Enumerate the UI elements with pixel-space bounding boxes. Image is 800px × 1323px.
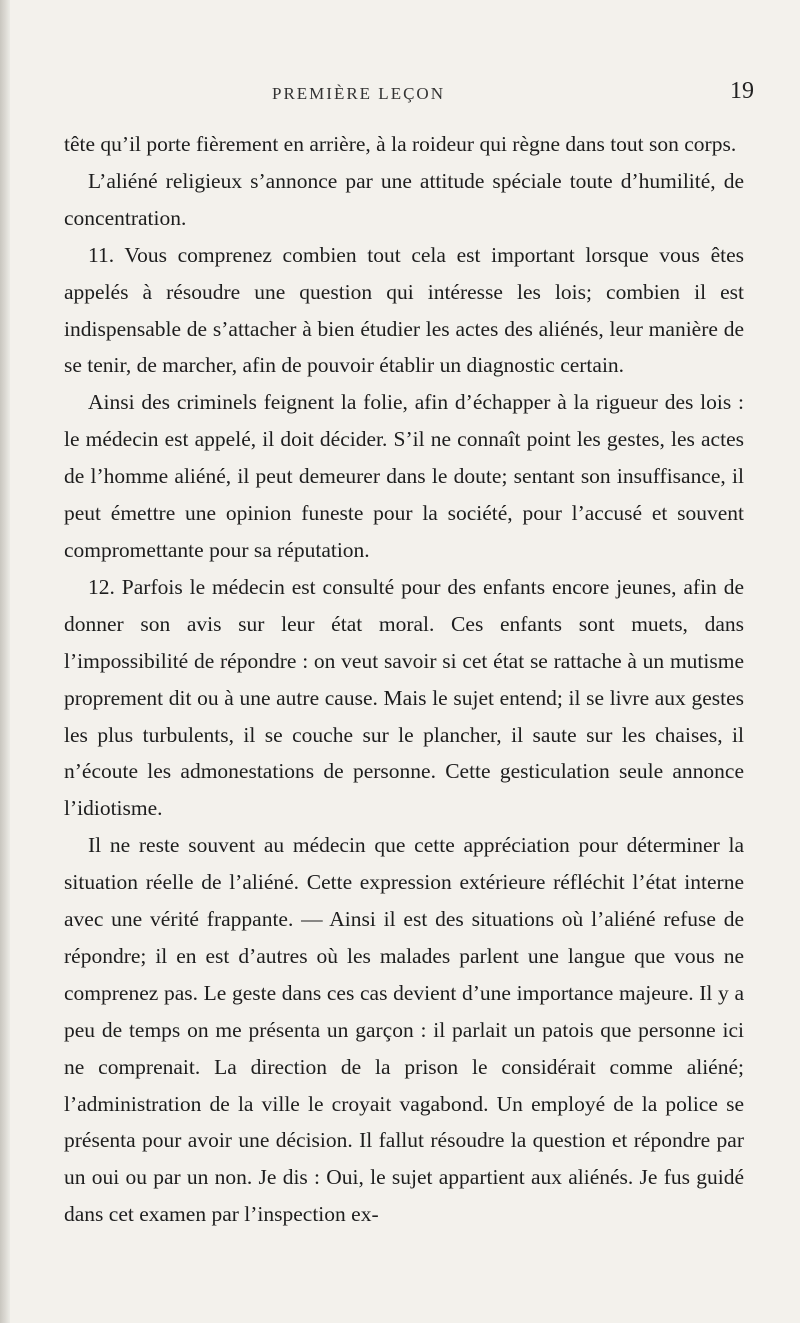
running-head [0, 78, 800, 106]
paragraph-1: tête qu’il porte fièrement en arrière, à la roideur qui règne dans tout son corps. [64, 132, 737, 156]
paragraph-6: Il ne reste souvent au médecin que cette appréciation pour déterminer la situation réelle de l’aliéné. Cette expression extérieure réfléchit l’état interne avec une vérité frappante. — Ainsi il est des situations où l’aliéné refuse de répondre; il en est d’autres où les malades parlent une langue que vous ne comprenez pas. Le geste dans ces cas devient d’une importance majeure. Il y a peu de temps on me présenta un garçon : il parlait un patois que personne ici ne comprenait. La direction de la prison le considérait comme aliéné; l’administration de la ville le croyait vagabond. Un employé de la police se présenta pour avoir une décision. Il fallut résoudre la question et répondre par un oui ou par un non. Je dis : Oui, le sujet appartient aux aliénés. Je fus guidé dans cet examen par l’inspection ex- [64, 833, 744, 1227]
page-number: 19 [730, 78, 754, 104]
paragraph-3: 11. Vous comprenez combien tout cela est important lorsque vous êtes appelés à résoudre une question qui intéresse les lois; combien il est indispensable de s’attacher à bien étudier les actes des aliénés, leur manière de se tenir, de marcher, afin de pouvoir établir un diagnostic certain. [64, 242, 744, 378]
body-text [64, 126, 744, 1233]
paragraph-2: L’aliéné religieux s’annonce par une attitude spéciale toute d’humilité, de concentration. [64, 168, 744, 230]
paragraph-5: 12. Parfois le médecin est consulté pour des enfants encore jeunes, afin de donner son avis sur leur état moral. Ces enfants sont muets, dans l’impossibilité de répondre : on veut savoir si cet état se rattache à un mutisme proprement dit ou à une autre cause. Mais le sujet entend; il se livre aux gestes les plus turbulents, il se couche sur le plancher, il saute sur les chaises, il n’écoute les admonestations de personne. Cette gesticulation seule annonce l’idiotisme. [64, 574, 744, 821]
paragraph-4: Ainsi des criminels feignent la folie, afin d’échapper à la rigueur des lois : le médecin est appelé, il doit décider. S’il ne connaît point les gestes, les actes de l’homme aliéné, il peut demeurer dans le doute; sentant son insuffisance, il peut émettre une opinion funeste pour la société, pour l’accusé et souvent compromettante pour sa réputation. [64, 390, 744, 562]
running-title: PREMIÈRE LEÇON [272, 84, 445, 103]
